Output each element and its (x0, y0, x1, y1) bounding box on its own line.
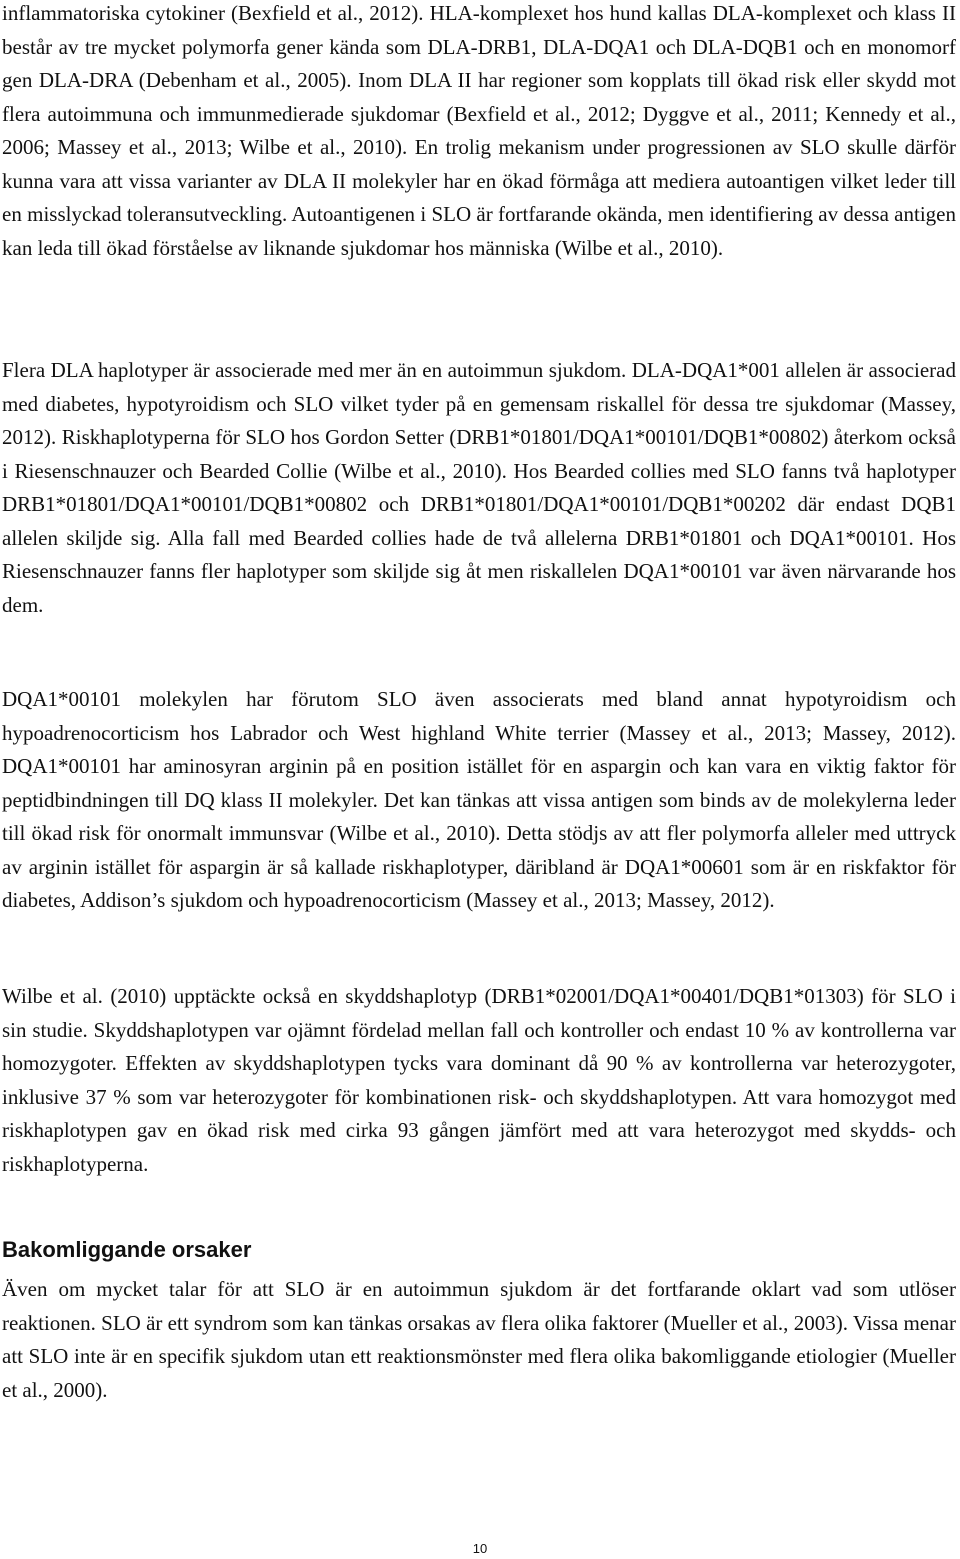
section-heading: Bakomliggande orsaker (2, 1237, 252, 1262)
body-paragraph: Wilbe et al. (2010) upptäckte också en skyddshaplotyp (DRB1*02001/DQA1*00401/DQB1*01303) för SLO i sin studie. Skyddshaplotypen var ojämnt fördelad mellan fall och kontroller och endast 10 % av kontrollerna var homozygoter. Effekten av skyddshaplotypen tycks vara dominant då 90 % av kontrollerna var heterozygoter, inklusive 37 % som var heterozygoter för kombinationen risk- och skyddshaplotypen. Att vara homozygot med riskhaplotypen gav en ökad risk med cirka 93 gången jämfört med att vara heterozygot med skydds- och riskhaplotyperna. (2, 984, 956, 1176)
body-paragraph: DQA1*00101 molekylen har förutom SLO även associerats med bland annat hypotyroidism och hypoadrenocorticism hos Labrador och West highland White terrier (Massey et al., 2013; Massey, 2012). DQA1*00101 har aminosyran arginin på en position istället för en aspargin och kan vara en viktig faktor för peptidbindningen till DQ klass II molekyler. Det kan tänkas att vissa antigen som binds av de molekylerna leder till ökad risk för onormalt immunsvar (Wilbe et al., 2010). Detta stödjs av att fler polymorfa alleler med uttryck av arginin istället för aspargin är så kallade riskhaplotyper, däribland är DQA1*00601 som är en riskfaktor för diabetes, Addison’s sjukdom och hypoadrenocorticism (Massey et al., 2013; Massey, 2012). (2, 687, 956, 912)
body-paragraph: Även om mycket talar för att SLO är en autoimmun sjukdom är det fortfarande oklart vad som utlöser reaktionen. SLO är ett syndrom som kan tänkas orsakas av flera olika faktorer (Mueller et al., 2003). Vissa menar att SLO inte är en specifik sjukdom utan ett reaktionsmönster med flera olika bakomliggande etiologier (Mueller et al., 2000). (2, 1277, 956, 1402)
body-paragraph: inflammatoriska cytokiner (Bexfield et al., 2012). HLA-komplexet hos hund kallas DLA-komplexet och klass II består av tre mycket polymorfa gener kända som DLA-DRB1, DLA-DQA1 och DLA-DQB1 och en monomorf gen DLA-DRA (Debenham et al., 2005). Inom DLA II har regioner som kopplats till ökad risk eller skydd mot flera autoimmuna och immunmedierade sjukdomar (Bexfield et al., 2012; Dyggve et al., 2011; Kennedy et al., 2006; Massey et al., 2013; Wilbe et al., 2010). En trolig mekanism under progressionen av SLO skulle därför kunna vara att vissa varianter av DLA II molekyler har en ökad förmåga att mediera autoantigen vilket leder till en misslyckad toleransutveckling. Autoantigenen i SLO är fortfarande okända, men identifiering av dessa antigen kan leda till ökad förståelse av liknande sjukdomar hos människa (Wilbe et al., 2010). (2, 1, 956, 260)
body-paragraph: Flera DLA haplotyper är associerade med mer än en autoimmun sjukdom. DLA-DQA1*001 allelen är associerad med diabetes, hypotyroidism och SLO vilket tyder på en gemensam riskallel för dessa tre sjukdomar (Massey, 2012). Riskhaplotyperna för SLO hos Gordon Setter (DRB1*01801/DQA1*00101/DQB1*00802) återkom också i Riesenschnauzer och Bearded Collie (Wilbe et al., 2010). Hos Bearded collies med SLO fanns två haplotyper DRB1*01801/DQA1*00101/DQB1*00802 och DRB1*01801/DQA1*00101/DQB1*00202 där endast DQB1 allelen skiljde sig. Alla fall med Bearded collies hade de två allelerna DRB1*01801 och DQA1*00101. Hos Riesenschnauzer fanns fler haplotyper som skiljde sig åt men riskallelen DQA1*00101 var även närvarande hos dem. (2, 358, 956, 617)
page-number: 10 (472, 1541, 488, 1556)
